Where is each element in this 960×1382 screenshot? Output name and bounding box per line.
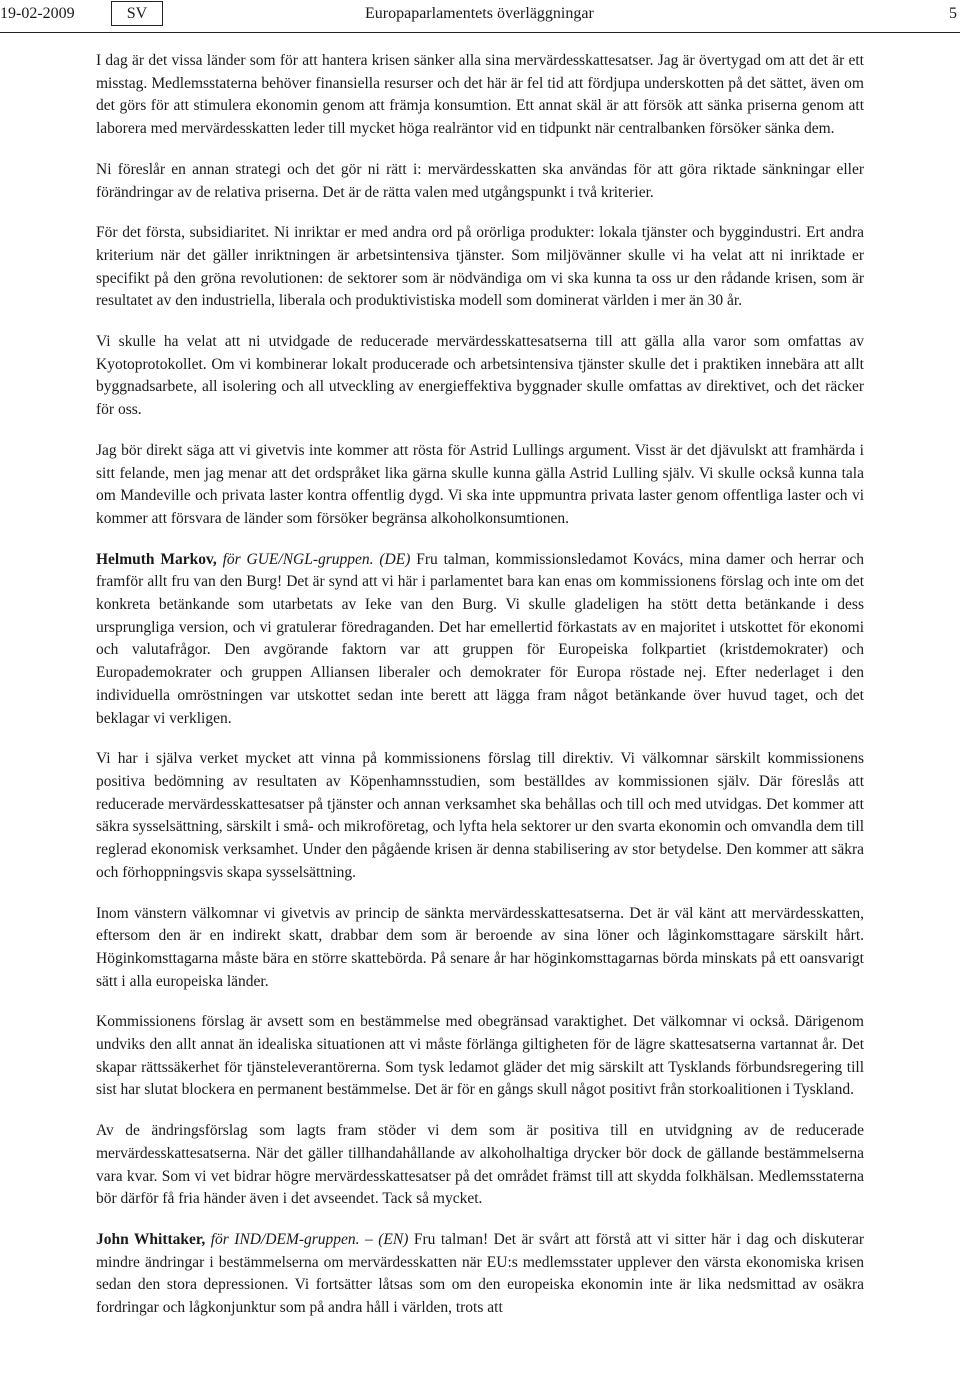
paragraph-text: Inom vänstern välkomnar vi givetvis av princip de sänkta mervärdesskattesatserna. Det är väl känt att mervärdesskatten, eftersom den är en indirekt skatt, drabbar dem som är beroende av sina löner och låginkomsttagare särskilt hårt. Höginkomsttagarna måste bära en större skattebörda. På senare år har höginkomsttagarnas börda minskats på ett oansvarigt sätt i alla europeiska länder. (96, 904, 864, 990)
speech-language: (DE) (379, 550, 411, 568)
document-body (96, 50, 864, 1338)
speech-language: – (EN) (365, 1230, 409, 1248)
paragraph-8 (96, 903, 864, 994)
paragraph-5 (96, 440, 864, 531)
paragraph-text: Av de ändringsförslag som lagts fram stöder vi dem som är positiva till en utvidgning av de reducerade mervärdesskattesatserna. När det gäller tillhandahållande av alkoholhaltiga drycker bör dock de gällande bestämmelserna vara kvar. Som vi vet bidrar högre mervärdesskattesatser på det området främst till att skydda folkhälsan. Medlemsstaterna bör därför få fria händer även i det avseendet. Tack så mycket. (96, 1122, 864, 1208)
paragraph-text: I dag är det vissa länder som för att hantera krisen sänker alla sina mervärdesskattesatser. Jag är övertygad om att det är ett misstag. Medlemsstaterna behöver finansiella resurser och det här är fel tid att fördjupa underskotten på det sättet, även om det görs för att stimulera ekonomin genom att främja konsumtion. Ett annat skäl är att försök att sänka priserna genom att laborera med mervärdesskatten leder till mycket höga realräntor vid en tidpunkt när centralbanken försöker sänka dem. (96, 52, 864, 138)
speaker-name: John Whittaker, (96, 1230, 206, 1248)
paragraph-2 (96, 159, 864, 204)
speaker-group: för GUE/NGL-gruppen. (222, 550, 374, 568)
paragraph-text: Vi har i själva verket mycket att vinna på kommissionens förslag till direktiv. Vi välkomnar särskilt kommissionens positiva bedömning av resultaten av Köpenhamnsstudien, som beställdes av kommissionen själv. Där föreslås att reducerade mervärdesskattesatser på tjänster och annan verksamhet ska behållas och till och med utvidgas. Det kommer att säkra sysselsättning, särskilt i små- och mikroföretag, och lyfta hela sektorer ur den svarta ekonomin och omvandla dem till reglerad ekonomisk verksamhet. Under den pågående krisen är denna stabilisering av stor betydelse. Den kommer att säkra och förhoppningsvis skapa sysselsättning. (96, 750, 864, 881)
paragraph-text: Jag bör direkt säga att vi givetvis inte kommer att rösta för Astrid Lullings argument. Visst är det djävulskt att framhärda i sitt felande, men jag menar att det ordspråket lika gärna skulle kunna gälla Astrid Lulling själv. Vi skulle också kunna tala om Mandeville och privata laster kontra offentlig dygd. Vi ska inte uppmuntra privata laster genom offentliga laster och vi kommer att försvara de länder som försöker begränsa alkoholkonsumtionen. (96, 441, 864, 527)
paragraph-4 (96, 331, 864, 422)
paragraph-1 (96, 50, 864, 141)
speaker-group: för IND/DEM-gruppen. (210, 1230, 360, 1248)
header-title: Europaparlamentets överläggningar (365, 5, 594, 22)
paragraph-text: Fru talman! Det är svårt att förstå att vi sitter här i dag och diskuterar mindre ändringar i bestämmelserna om mervärdesskatten när EU:s medlemsstater upplever den värsta ekonomiska krisen sedan den stora depressionen. Vi fortsätter låtsas som om den europeiska ekonomin inte är lika nedsmittad av osäkra fordringar och lågkonjunktur som på andra håll i världen, trots att (96, 1230, 864, 1317)
header-page-number: 5 (949, 5, 957, 22)
paragraph-3 (96, 222, 864, 313)
paragraph-text: Ni föreslår en annan strategi och det gör ni rätt i: mervärdesskatten ska användas för att göra riktade sänkningar eller förändringar av de relativa priserna. Det är de rätta valen med utgångspunkt i två kriterier. (96, 160, 864, 201)
paragraph-10 (96, 1120, 864, 1211)
speaker-name: Helmuth Markov, (96, 550, 217, 568)
paragraph-text: För det första, subsidiaritet. Ni inriktar er med andra ord på orörliga produkter: lokala tjänster och byggindustri. Ert andra kriterium när det gäller inriktningen är arbetsintensiva tjänster. Som miljövänner skulle vi ha velat att ni inriktade er specifikt på den gröna revolutionen: de sektorer som är nödvändiga om vi ska kunna ta oss ur den rådande krisen, som är resultatet av den industriella, liberala och produktivistiska modell som dominerat världen i mer än 30 år. (96, 224, 864, 310)
paragraph-text: Kommissionens förslag är avsett som en bestämmelse med obegränsad varaktighet. Det välkomnar vi också. Därigenom undviks den allt annat än idealiska situationen att vi måste förlänga giltigheten för de lägre skattesatserna vartannat år. Det skapar rättssäkerhet för tjänsteleverantörerna. Som tysk ledamot gläder det mig särskilt att Tysklands förbundsregering till sist har slutat blockera en permanent bestämmelse. Det är för en gångs skull något positivt från storkoalitionen i Tyskland. (96, 1013, 864, 1099)
header-date: 19-02-2009 (0, 5, 75, 22)
paragraph-7 (96, 748, 864, 884)
header-language-box: SV (111, 1, 163, 26)
paragraph-text: Fru talman, kommissionsledamot Kovács, mina damer och herrar och framför allt fru van den Burg! Det är synd att vi här i parlamentet bara kan enas om kommissionens förslag och inte om det konkreta betänkande som utarbetats av Ieke van den Burg. Vi skulle gladeligen ha stött detta betänkande i dess ursprungliga version, och vi gratulerar föredraganden. Det har emellertid förkastats av en majoritet i utskottet för ekonomi och valutafrågor. Den avgörande faktorn var att gruppen för Europeiska folkpartiet (kristdemokrater) och Europademokrater och gruppen Alliansen liberaler och demokrater för Europa röstade nej. Efter nederlaget i den individuella omröstningen var utskottet sedan inte berett att lägga fram något betänkande över huvud taget, och det beklagar vi verkligen. (96, 550, 865, 727)
page-header (0, 0, 960, 33)
paragraph-6 (96, 549, 864, 731)
paragraph-9 (96, 1011, 864, 1102)
paragraph-text: Vi skulle ha velat att ni utvidgade de reducerade mervärdesskattesatserna till att gälla alla varor som omfattas av Kyotoprotokollet. Om vi kombinerar lokalt producerade och arbetsintensiva tjänster skulle det i praktiken innebära att allt byggnadsarbete, all isolering och all utveckling av energieffektiva byggnader skulle omfattas av direktivet, och det räcker för oss. (96, 333, 864, 419)
paragraph-11 (96, 1229, 864, 1320)
